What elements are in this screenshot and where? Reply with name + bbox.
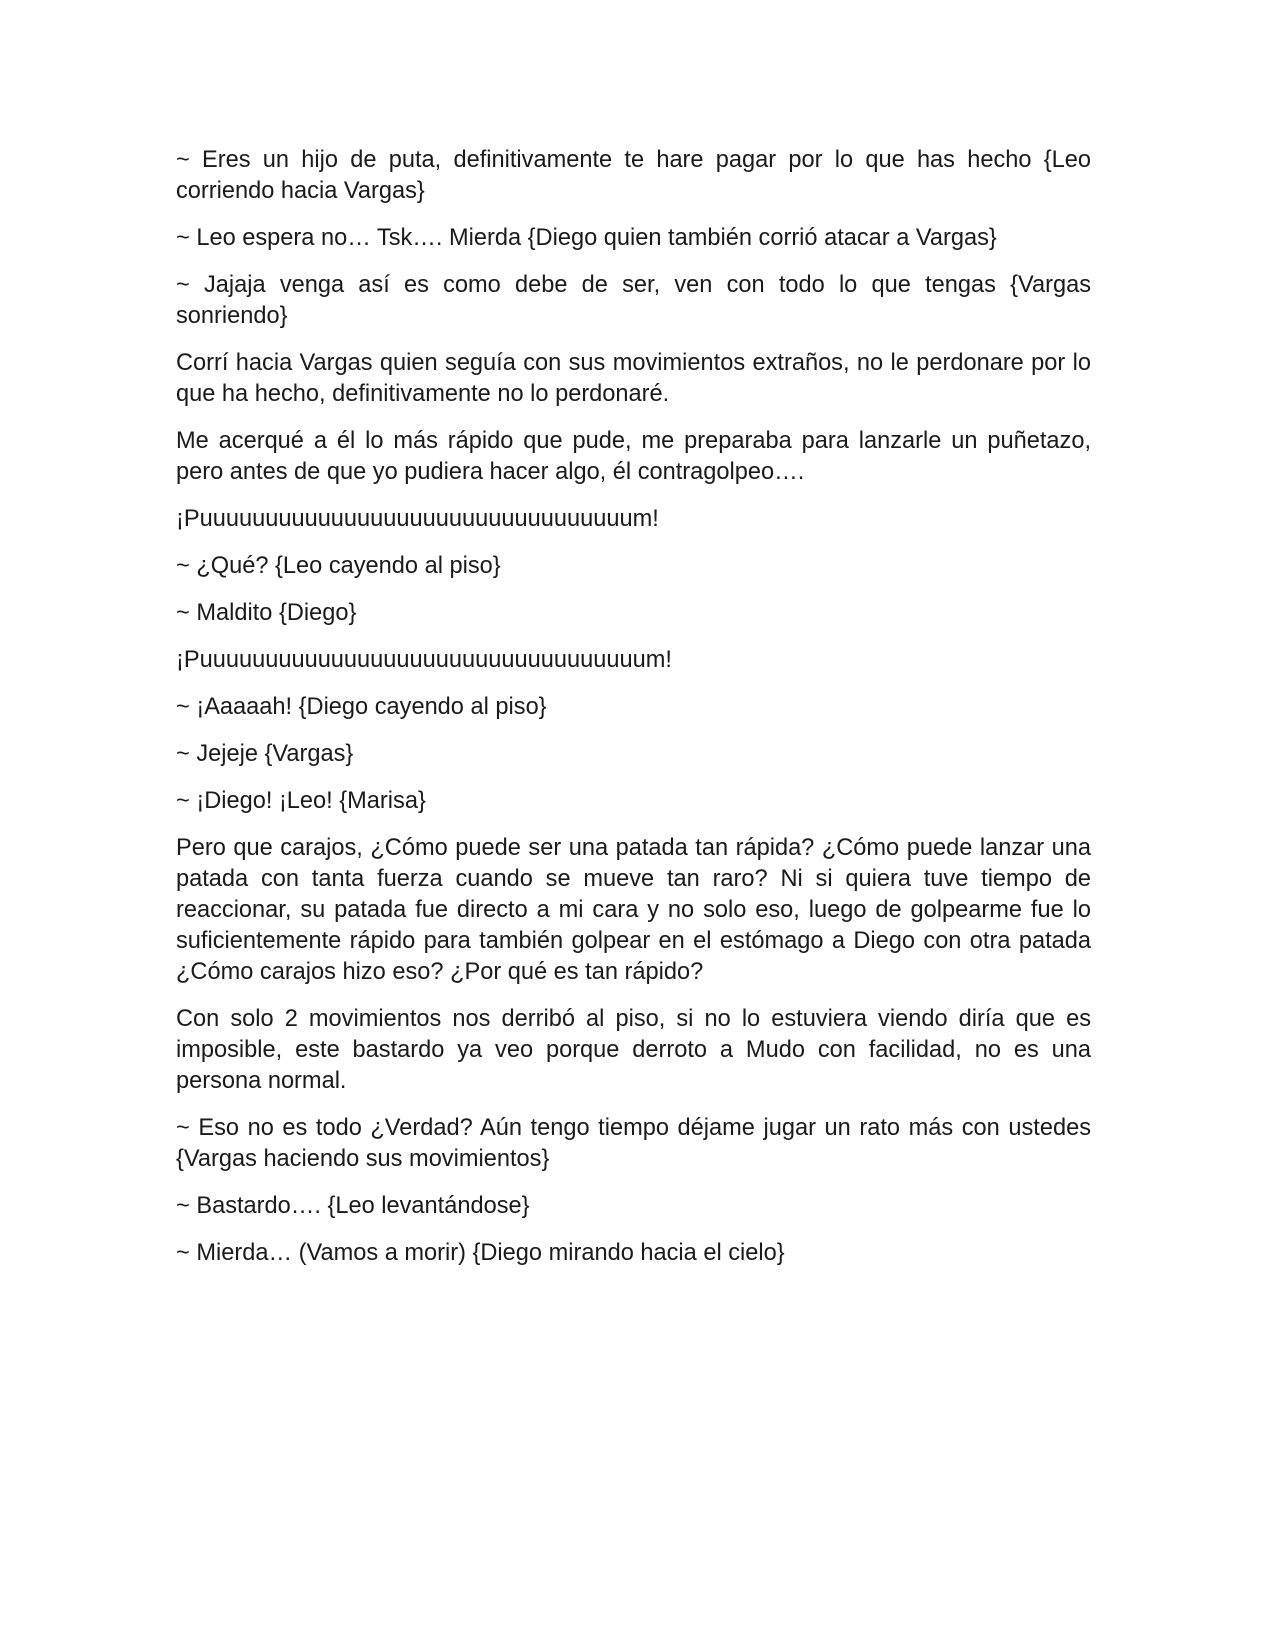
paragraph: ¡Puuuuuuuuuuuuuuuuuuuuuuuuuuuuuuuuum! [176,506,659,532]
paragraph: ~ Jajaja venga así es como debe de ser, ven con todo lo que tengas {Vargas sonriendo} [176,272,1091,329]
document-body [176,145,1091,1285]
paragraph: ~ ¿Qué? {Leo cayendo al piso} [176,553,501,579]
paragraph: ~ Bastardo…. {Leo levantándose} [176,1193,530,1219]
paragraph: ~ Eso no es todo ¿Verdad? Aún tengo tiempo déjame jugar un rato más con ustedes {Vargas haciendo sus movimientos} [176,1115,1091,1172]
paragraph: ¡Puuuuuuuuuuuuuuuuuuuuuuuuuuuuuuuuuum! [176,647,672,673]
paragraph: ~ Eres un hijo de puta, definitivamente te hare pagar por lo que has hecho {Leo corriendo hacia Vargas} [176,147,1091,204]
paragraph: Corrí hacia Vargas quien seguía con sus movimientos extraños, no le perdonare por lo que ha hecho, definitivamente no lo perdonaré. [176,350,1091,407]
paragraph: ~ Maldito {Diego} [176,600,357,626]
paragraph: Pero que carajos, ¿Cómo puede ser una patada tan rápida? ¿Cómo puede lanzar una patada con tanta fuerza cuando se mueve tan raro? Ni si quiera tuve tiempo de reaccionar, su patada fue directo a mi cara y no solo eso, luego de golpearme fue lo suficientemente rápido para también golpear en el estómago a Diego con otra patada ¿Cómo carajos hizo eso? ¿Por qué es tan rápido? [176,835,1091,985]
paragraph: ~ Mierda… (Vamos a morir) {Diego mirando hacia el cielo} [176,1240,785,1266]
paragraph: Con solo 2 movimientos nos derribó al piso, si no lo estuviera viendo diría que es imposible, este bastardo ya veo porque derroto a Mudo con facilidad, no es una persona normal. [176,1006,1091,1094]
paragraph: ~ ¡Diego! ¡Leo! {Marisa} [176,788,426,814]
paragraph: ~ Jejeje {Vargas} [176,741,354,767]
paragraph: ~ Leo espera no… Tsk…. Mierda {Diego quien también corrió atacar a Vargas} [176,225,997,251]
paragraph: Me acerqué a él lo más rápido que pude, me preparaba para lanzarle un puñetazo, pero antes de que yo pudiera hacer algo, él contragolpeo…. [176,428,1091,485]
paragraph: ~ ¡Aaaaah! {Diego cayendo al piso} [176,694,547,720]
